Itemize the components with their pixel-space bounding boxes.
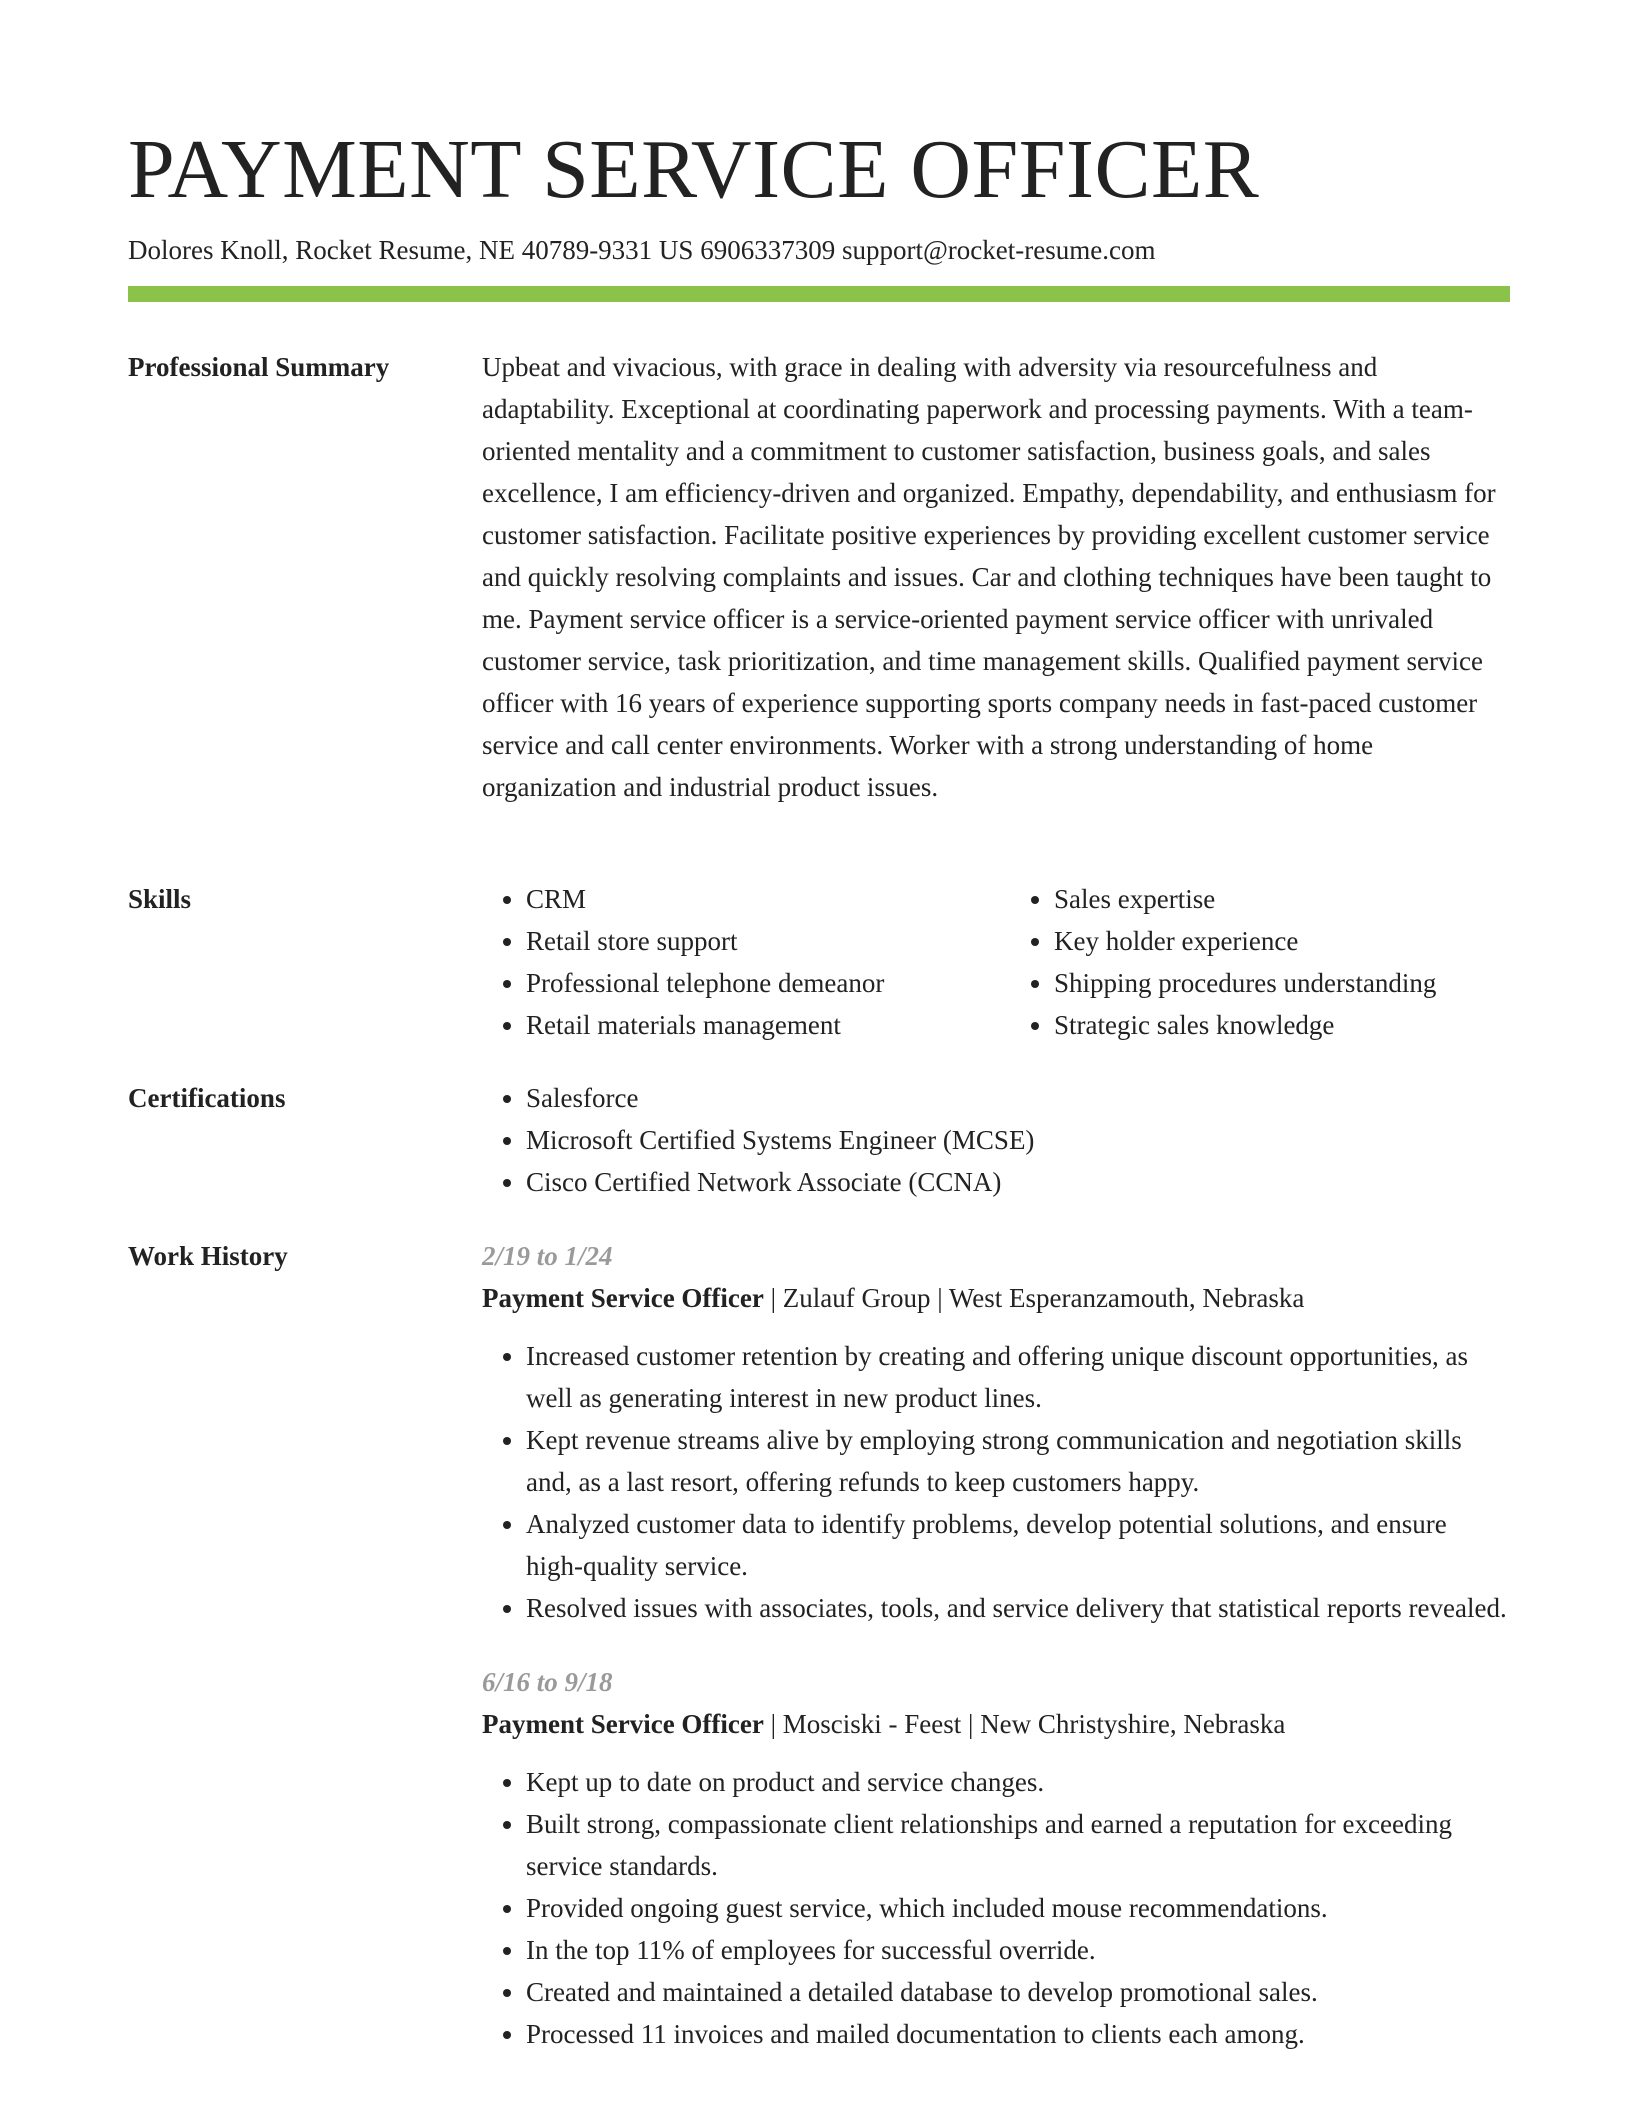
- skill-item: • Retail store support: [526, 920, 988, 962]
- certification-item: • Cisco Certified Network Associate (CCNA): [526, 1161, 1510, 1203]
- contact-line: Dolores Knoll, Rocket Resume, NE 40789-9331 US 6906337309 support@rocket-resume.com: [128, 235, 1156, 265]
- skill-item: • CRM: [526, 878, 988, 920]
- job-entry: [482, 1235, 1510, 1629]
- skills-list-right: [1010, 878, 1576, 1046]
- job-duties-list: [482, 1335, 1510, 1629]
- job-duty: • Kept revenue streams alive by employing strong communication and negotiation skills and, as a last resort, offering refunds to keep customers happy.: [526, 1419, 1510, 1503]
- certifications-heading: Certifications: [128, 1083, 286, 1113]
- resume-title: PAYMENT SERVICE OFFICER: [128, 123, 1260, 216]
- job-entry: [482, 1661, 1510, 2055]
- job-duty: • Analyzed customer data to identify problems, develop potential solutions, and ensure high-quality service.: [526, 1503, 1510, 1587]
- certification-item: • Salesforce: [526, 1077, 1510, 1119]
- job-duty: • Built strong, compassionate client relationships and earned a reputation for exceeding service standards.: [526, 1803, 1510, 1887]
- skill-item: • Retail materials management: [526, 1004, 988, 1046]
- job-duty: • Kept up to date on product and service changes.: [526, 1761, 1510, 1803]
- job-duty: • Created and maintained a detailed database to develop promotional sales.: [526, 1971, 1510, 2013]
- job-duty: • Processed 11 invoices and mailed documentation to clients each among.: [526, 2013, 1510, 2055]
- job-duties-list: [482, 1761, 1510, 2055]
- skill-item: • Key holder experience: [1054, 920, 1576, 962]
- job-duty: • Increased customer retention by creating and offering unique discount opportunities, as well as generating interest in new product lines.: [526, 1335, 1510, 1419]
- certification-item: • Microsoft Certified Systems Engineer (MCSE): [526, 1119, 1510, 1161]
- job-role: Payment Service Officer: [482, 1709, 764, 1739]
- separator: |: [770, 1283, 783, 1313]
- certifications-list: [482, 1077, 1510, 1203]
- job-duty: • Resolved issues with associates, tools, and service delivery that statistical reports revealed.: [526, 1587, 1510, 1629]
- separator: |: [770, 1709, 783, 1739]
- job-dates: 6/16 to 9/18: [482, 1667, 613, 1697]
- job-location: New Christyshire, Nebraska: [980, 1709, 1286, 1739]
- work-history-heading: Work History: [128, 1241, 288, 1271]
- summary-text: Upbeat and vivacious, with grace in dealing with adversity via resourcefulness and adaptability. Exceptional at coordinating paperwork and processing payments. With a team-oriented mentality and a commitment to customer satisfaction, business goals, and sales excellence, I am efficiency-driven and organized. Empathy, dependability, and enthusiasm for customer satisfaction. Facilitate positive experiences by providing excellent customer service and quickly resolving complaints and issues. Car and clothing techniques have been taught to me. Payment service officer is a service-oriented payment service officer with unrivaled customer service, task prioritization, and time management skills. Qualified payment service officer with 16 years of experience supporting sports company needs in fast-paced customer service and call center environments. Worker with a strong understanding of home organization and industrial product issues.: [482, 352, 1496, 802]
- job-title-line: [482, 1703, 1510, 1745]
- skill-item: • Strategic sales knowledge: [1054, 1004, 1576, 1046]
- skills-list-left: [482, 878, 988, 1046]
- job-location: West Esperanzamouth, Nebraska: [948, 1283, 1305, 1313]
- skill-item: • Professional telephone demeanor: [526, 962, 988, 1004]
- separator: |: [968, 1709, 981, 1739]
- job-duty: • Provided ongoing guest service, which included mouse recommendations.: [526, 1887, 1510, 1929]
- job-duty: • In the top 11% of employees for successful override.: [526, 1929, 1510, 1971]
- job-company: Mosciski - Feest: [782, 1709, 962, 1739]
- job-role: Payment Service Officer: [482, 1283, 764, 1313]
- job-company: Zulauf Group: [782, 1283, 931, 1313]
- job-dates: 2/19 to 1/24: [482, 1241, 613, 1271]
- header-divider: [128, 286, 1510, 302]
- skill-item: • Sales expertise: [1054, 878, 1576, 920]
- separator: |: [937, 1283, 949, 1313]
- skill-item: • Shipping procedures understanding: [1054, 962, 1576, 1004]
- summary-heading: Professional Summary: [128, 352, 390, 382]
- skills-heading: Skills: [128, 884, 192, 914]
- job-title-line: [482, 1277, 1510, 1319]
